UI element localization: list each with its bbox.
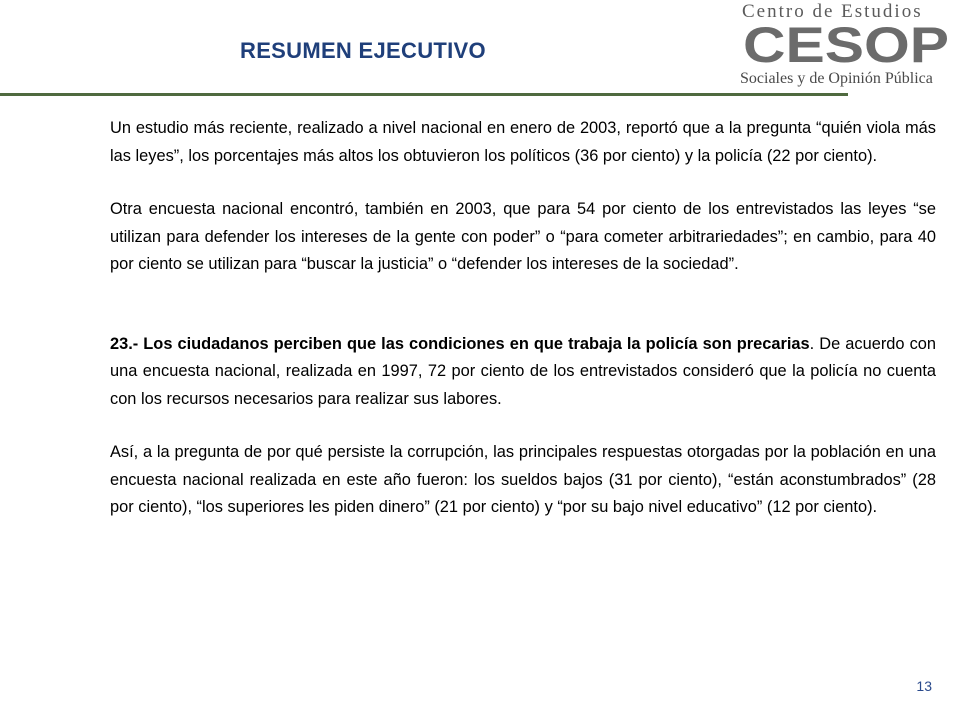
cesop-logo [736, 0, 956, 96]
page-title: RESUMEN EJECUTIVO [240, 38, 486, 63]
logo-sub-text: Sociales y de Opinión Pública [740, 70, 933, 87]
logo-mark-text: CESOP [743, 22, 949, 66]
paragraph-3 [110, 331, 936, 414]
paragraph-1: Un estudio más reciente, realizado a nivel nacional en enero de 2003, reportó que a la pregunta “quién viola más las leyes”, los porcentajes más altos los obtuvieron los políticos (36 por ciento) y la policía (22 por ciento). [110, 119, 936, 165]
logo-mark [740, 22, 952, 66]
paragraph-4: Así, a la pregunta de por qué persiste la corrupción, las principales respuestas otorgadas por la población en una encuesta nacional realizada en este año fueron: los sueldos bajos (31 por ciento), “están aconstumbrados” (28 por ciento), “los superiores les piden dinero” (21 por ciento) y “por su bajo nivel educativo” (12 por ciento). [110, 443, 936, 516]
paragraph-3-text: . De acuerdo con una encuesta nacional, realizada en 1997, 72 por ciento de los entrevistados consideró que la policía no cuenta con los recursos necesarios para realizar sus labores. [110, 334, 936, 408]
header-rule [0, 93, 848, 96]
logo-top-text: Centro de Estudios [742, 1, 923, 22]
body-content [110, 115, 936, 522]
paragraph-3-heading: 23.- Los ciudadanos perciben que las condiciones en que trabaja la policía son precarias [110, 334, 810, 353]
paragraph-2: Otra encuesta nacional encontró, también en 2003, que para 54 por ciento de los entrevistados las leyes “se utilizan para defender los intereses de la gente con poder” o “para cometer arbitrariedades”; en cambio, para 40 por ciento se utilizan para “buscar la justicia” o “defender los intereses de la sociedad”. [110, 200, 936, 273]
page-number: 13 [916, 678, 932, 694]
